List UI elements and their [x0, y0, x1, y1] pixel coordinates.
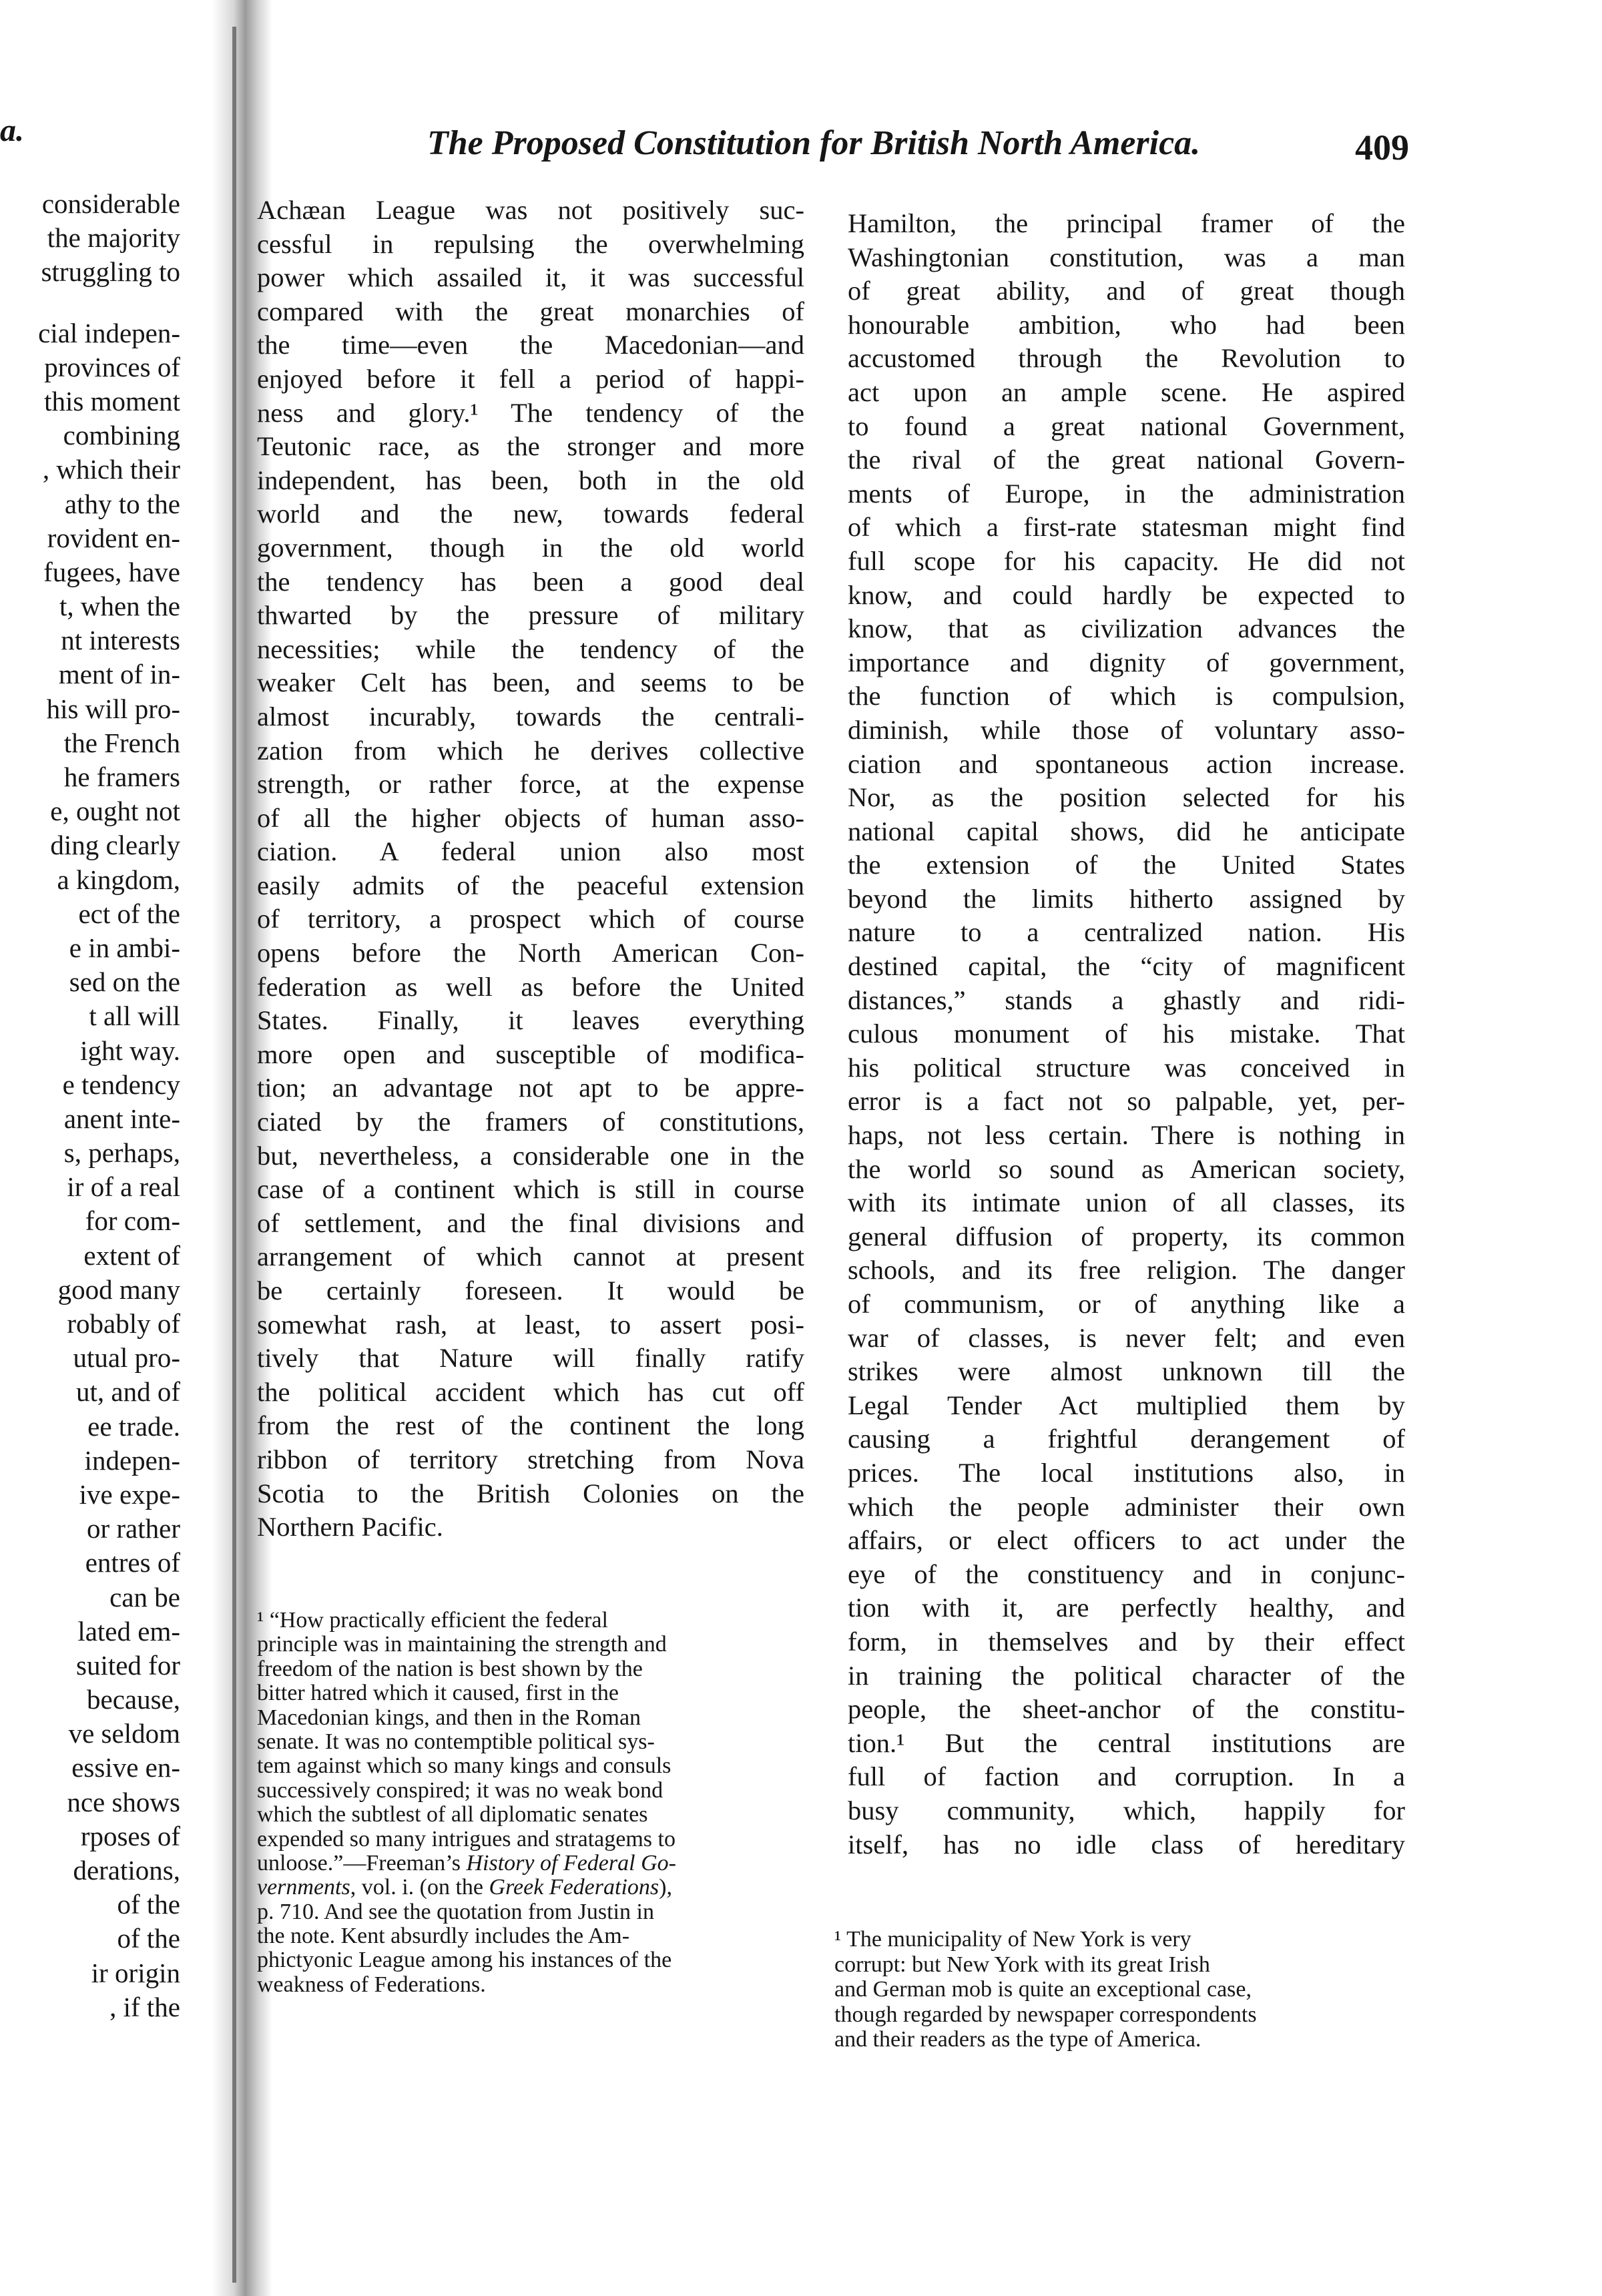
text-line: opens before the North American Con- — [257, 938, 804, 968]
text-line: weaker Celt has been, and seems to be — [257, 667, 804, 698]
text-line: culous monument of his mistake. That — [848, 1019, 1405, 1049]
running-title: The Proposed Constitution for British North America. — [427, 124, 1201, 162]
text-line: the extension of the United States — [848, 850, 1405, 880]
text-line: but, nevertheless, a considerable one in the — [257, 1140, 804, 1171]
text-line: busy community, which, happily for — [848, 1795, 1405, 1825]
text-line: in training the political character of the — [848, 1660, 1405, 1691]
text-line: beyond the limits hitherto assigned by — [848, 883, 1405, 914]
text-line: eye of the constituency and in conjunc- — [848, 1558, 1405, 1589]
text-line: which the people administer their own — [848, 1491, 1405, 1522]
fragment-line: extent of — [83, 1239, 180, 1271]
text-line: ¹ The municipality of New York is very — [834, 1927, 1191, 1952]
text-line: know, that as civilization advances the — [848, 613, 1405, 644]
fragment-line: essive en- — [71, 1752, 180, 1783]
text-line: people, the sheet-anchor of the constitu- — [848, 1694, 1405, 1725]
fragment-line: lated em- — [77, 1615, 180, 1647]
text-line: compared with the great monarchies of — [257, 296, 804, 326]
text-line: affairs, or elect officers to act under the — [848, 1525, 1405, 1556]
fragment-line: or rather — [87, 1513, 180, 1544]
text-line: unloose.”—Freeman’s History of Federal Go- — [257, 1850, 676, 1876]
text-line: ciated by the framers of constitutions, — [257, 1107, 804, 1137]
text-line: of all the higher objects of human asso- — [257, 802, 804, 833]
text-line: freedom of the nation is best shown by the — [257, 1656, 643, 1681]
previous-page-text-fragment — [0, 107, 180, 2024]
text-line: independent, has been, both in the old — [257, 465, 804, 495]
text-line: honourable ambition, who had been — [848, 309, 1405, 340]
text-line: of great ability, and of great though — [848, 276, 1405, 306]
fragment-line: robably of — [67, 1308, 180, 1339]
text-line: corrupt: but New York with its great Irish — [834, 1952, 1210, 1977]
text-line: general diffusion of property, its common — [848, 1221, 1405, 1251]
fragment-line: for com- — [85, 1205, 180, 1237]
text-line: Achæan League was not positively suc- — [257, 195, 804, 225]
text-line: full of faction and corruption. In a — [848, 1761, 1405, 1792]
fragment-line: combining — [63, 420, 180, 451]
fragment-line: ive expe- — [79, 1478, 180, 1510]
text-line: weakness of Federations. — [257, 1972, 486, 1997]
previous-page-heading: a. — [0, 113, 24, 148]
text-line: bitter hatred which it caused, first in the — [257, 1681, 619, 1706]
text-line: and German mob is quite an exceptional case, — [834, 1977, 1252, 2002]
text-line: error is a fact not so palpable, yet, per- — [848, 1086, 1405, 1117]
right-footnote — [834, 1928, 1382, 2053]
text-line: Washingtonian constitution, was a man — [848, 242, 1405, 272]
text-line: zation from which he derives collective — [257, 735, 804, 766]
fragment-line: the French — [63, 727, 180, 758]
text-line: Hamilton, the principal framer of the — [848, 208, 1405, 238]
text-line: ¹ “How practically efficient the federal — [257, 1608, 608, 1633]
fragment-line: cial indepen- — [38, 317, 180, 348]
text-line: the political accident which has cut off — [257, 1376, 804, 1407]
fragment-line: anent inte- — [63, 1103, 180, 1134]
fragment-line: because, — [87, 1684, 180, 1715]
text-line: p. 710. And see the quotation from Justin in — [257, 1899, 654, 1924]
fragment-line: ect of the — [78, 898, 180, 929]
text-line: Teutonic race, as the stronger and more — [257, 431, 804, 462]
text-line: power which assailed it, it was successful — [257, 262, 804, 293]
text-line: schools, and its free religion. The danger — [848, 1255, 1405, 1285]
fragment-line: t, when the — [59, 591, 180, 622]
text-line: principle was in maintaining the strength and — [257, 1632, 667, 1657]
text-line: strength, or rather force, at the expense — [257, 769, 804, 800]
fragment-line: derations, — [73, 1855, 180, 1886]
text-line: senate. It was no contemptible political sys- — [257, 1729, 655, 1754]
fragment-line: e in ambi- — [69, 932, 180, 963]
text-line: phictyonic League among his instances of the — [257, 1948, 672, 1973]
fragment-line: ee trade. — [87, 1410, 180, 1442]
text-line: his political structure was conceived in — [848, 1052, 1405, 1083]
fragment-line: of the — [117, 1889, 180, 1920]
text-line: ciation and spontaneous action increase. — [848, 748, 1405, 779]
text-line: to found a great national Government, — [848, 410, 1405, 441]
fragment-line: this moment — [44, 385, 180, 416]
text-line: know, and could hardly be expected to — [848, 579, 1405, 610]
text-line: the function of which is compulsion, — [848, 681, 1405, 711]
fragment-line: e, ought not — [50, 796, 180, 827]
fragment-line: utual pro- — [73, 1342, 180, 1374]
text-line: from the rest of the continent the long — [257, 1410, 804, 1441]
text-line: war of classes, is never felt; and even — [848, 1322, 1405, 1353]
text-line: importance and dignity of government, — [848, 647, 1405, 677]
fragment-line: provinces of — [44, 351, 180, 382]
text-line: act upon an ample scene. He aspired — [848, 376, 1405, 407]
text-line: more open and susceptible of modifica- — [257, 1039, 804, 1069]
fragment-line: ment of in- — [58, 659, 180, 690]
text-line: ness and glory.¹ The tendency of the — [257, 397, 804, 428]
fragment-line: good many — [57, 1273, 180, 1305]
text-line: causing a frightful derangement of — [848, 1424, 1405, 1454]
text-line: the rival of the great national Govern- — [848, 445, 1405, 475]
page-number: 409 — [1355, 127, 1409, 168]
text-line: somewhat rash, at least, to assert posi- — [257, 1309, 804, 1340]
text-line: Northern Pacific. — [257, 1512, 443, 1542]
text-line: necessities; while the tendency of the — [257, 633, 804, 664]
text-line: the time—even the Macedonian—and — [257, 330, 804, 360]
left-footnote — [257, 1609, 798, 1997]
fragment-line: the majority — [47, 222, 180, 254]
text-line: tion with it, are perfectly healthy, and — [848, 1593, 1405, 1623]
fragment-line: , which their — [42, 454, 180, 485]
text-line: world and the new, towards federal — [257, 499, 804, 529]
fragment-line: athy to the — [64, 488, 180, 519]
text-line: cessful in repulsing the overwhelming — [257, 228, 804, 259]
text-line: tem against which so many kings and consuls — [257, 1753, 672, 1779]
fragment-line: fugees, have — [43, 556, 180, 587]
text-line: full scope for his capacity. He did not — [848, 545, 1405, 576]
text-line: thwarted by the pressure of military — [257, 600, 804, 631]
text-line: diminish, while those of voluntary asso- — [848, 714, 1405, 745]
text-line: government, though in the old world — [257, 532, 804, 563]
text-line: which the subtlest of all diplomatic senates — [257, 1802, 648, 1827]
fragment-line: t all will — [89, 1000, 180, 1032]
text-line: of communism, or of anything like a — [848, 1289, 1405, 1319]
right-text-column — [848, 207, 1405, 1861]
fragment-line: his will pro- — [46, 693, 180, 724]
text-line: ribbon of territory stretching from Nova — [257, 1444, 804, 1474]
fragment-line: nce shows — [67, 1786, 180, 1817]
text-line: national capital shows, did he anticipate — [848, 816, 1405, 846]
text-line: the note. Kent absurdly includes the Am- — [257, 1924, 630, 1949]
fragment-line: he framers — [63, 762, 180, 792]
text-line: federation as well as before the United — [257, 971, 804, 1002]
text-line: enjoyed before it fell a period of happi- — [257, 363, 804, 394]
text-line: successively conspired; it was no weak bond — [257, 1777, 663, 1803]
fragment-line: s, perhaps, — [63, 1137, 180, 1169]
text-line: ciation. A federal union also most — [257, 836, 804, 867]
text-line: of which a first-rate statesman might find — [848, 512, 1405, 543]
fragment-line: entres of — [85, 1547, 180, 1579]
fragment-line: ight way. — [80, 1035, 180, 1066]
fragment-line: can be — [109, 1581, 180, 1613]
text-line: tion; an advantage not apt to be appre- — [257, 1073, 804, 1103]
fragment-line: struggling to — [41, 256, 180, 288]
text-line: ments of Europe, in the administration — [848, 478, 1405, 509]
fragment-line: indepen- — [84, 1444, 180, 1476]
text-line: prices. The local institutions also, in — [848, 1457, 1405, 1488]
fragment-line: considerable — [41, 188, 180, 219]
left-text-column — [257, 194, 804, 1544]
fragment-line: a kingdom, — [57, 864, 180, 895]
fragment-line: rposes of — [80, 1820, 180, 1851]
text-line: of settlement, and the final divisions and — [257, 1207, 804, 1238]
book-gutter-fold — [232, 27, 236, 2283]
text-line: the tendency has been a good deal — [257, 566, 804, 597]
fragment-line: ve seldom — [68, 1718, 180, 1749]
fragment-line: ir origin — [91, 1957, 180, 1988]
text-line: arrangement of which cannot at present — [257, 1241, 804, 1272]
text-line: case of a continent which is still in course — [257, 1174, 804, 1205]
text-line: Macedonian kings, and then in the Roman — [257, 1705, 641, 1730]
text-line: nature to a centralized nation. His — [848, 917, 1405, 948]
text-line: Nor, as the position selected for his — [848, 782, 1405, 813]
text-line: and their readers as the type of America. — [834, 2027, 1202, 2052]
text-line: easily admits of the peaceful extension — [257, 870, 804, 900]
text-line: almost incurably, towards the centrali- — [257, 701, 804, 732]
text-line: form, in themselves and by their effect — [848, 1626, 1405, 1657]
fragment-line: sed on the — [69, 966, 180, 998]
fragment-line: rovident en- — [47, 522, 180, 553]
fragment-line: of the — [117, 1923, 180, 1954]
fragment-line: ut, and of — [76, 1376, 180, 1408]
fragment-line: ding clearly — [50, 830, 180, 861]
text-line: haps, not less certain. There is nothing in — [848, 1120, 1405, 1151]
text-line: distances,” stands a ghastly and ridi- — [848, 984, 1405, 1015]
text-line: the world so sound as American society, — [848, 1153, 1405, 1184]
fragment-line: nt interests — [61, 625, 180, 656]
fragment-line: suited for — [76, 1649, 180, 1681]
text-line: strikes were almost unknown till the — [848, 1356, 1405, 1387]
text-line: tion.¹ But the central institutions are — [848, 1727, 1405, 1758]
text-line: though regarded by newspaper correspondents — [834, 2002, 1257, 2027]
text-line: tively that Nature will finally ratify — [257, 1343, 804, 1374]
text-line: be certainly foreseen. It would be — [257, 1275, 804, 1306]
text-line: vernments, vol. i. (on the Greek Federations), — [257, 1875, 672, 1900]
fragment-line: , if the — [109, 1991, 180, 2022]
text-line: Scotia to the British Colonies on the — [257, 1478, 804, 1508]
text-line: States. Finally, it leaves everything — [257, 1005, 804, 1036]
fragment-line: ir of a real — [67, 1171, 180, 1203]
text-line: itself, has no idle class of hereditary — [848, 1829, 1405, 1859]
text-line: expended so many intrigues and stratagems to — [257, 1826, 676, 1851]
text-line: accustomed through the Revolution to — [848, 343, 1405, 374]
text-line: with its intimate union of all classes, its — [848, 1187, 1405, 1218]
text-line: Legal Tender Act multiplied them by — [848, 1390, 1405, 1420]
text-line: destined capital, the “city of magnificent — [848, 951, 1405, 982]
fragment-line: e tendency — [62, 1069, 180, 1100]
text-line: of territory, a prospect which of course — [257, 904, 804, 934]
